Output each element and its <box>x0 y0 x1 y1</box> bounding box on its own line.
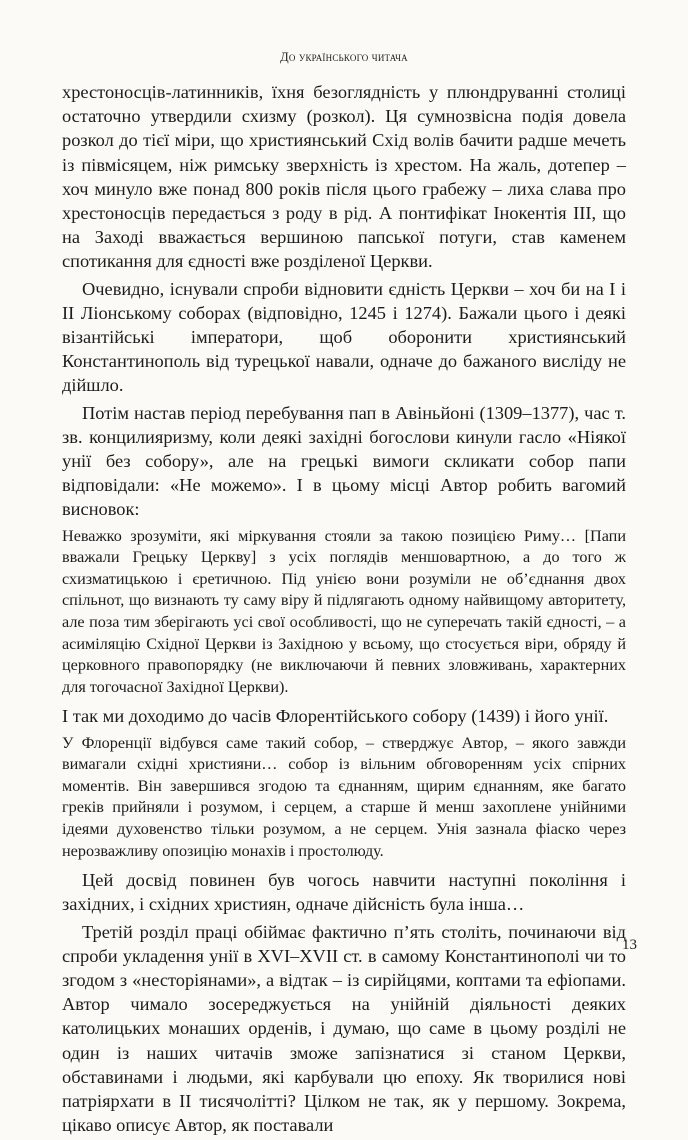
paragraph-lyon-councils: Очевидно, існували спроби відновити єдність Церкви – хоч би на I і II Ліонському соборах (відповідно, 1245 і 1274). Бажали цього і деякі візантійські імператори, щоб оборонити християнський Константинополь від турецької навали, одначе до бажаного висліду не дійшло. <box>62 278 626 396</box>
block-quote-florence: У Флоренції відбувся саме такий собор, – стверджує Автор, – якого завжди вимагали східні християни… собор із вільним обговоренням усіх спірних моментів. Він завершився згодою та єднанням, щирим єднанням, яке багато греків прийняли і розумом, і серцем, а старше й менш захоплене унійними ідеями духовенство тільки розумом, а не серцем. Унія зазнала фіаско через нерозважливу опозицію монахів і простолюду. <box>62 733 626 860</box>
paragraph-avignon: Потім настав період перебування пап в Авіньйоні (1309–1377), час т. зв. концилияризму, коли деякі західні богослови кинули гасло «Ніякої унії без собору», але на грецькі вимоги скликати собор папи відповідали: «Не можемо». І в цьому місці Автор робить вагомий висновок: <box>62 402 626 520</box>
running-head: До українського читача <box>280 50 408 64</box>
body-text <box>62 80 626 1140</box>
paragraph-florence-intro: І так ми доходимо до часів Флорентійського собору (1439) і його унії. <box>62 706 609 727</box>
paragraph-experience: Цей досвід повинен був чогось навчити наступні покоління і західних, і східних християн, одначе дійсність була інша… <box>62 870 626 915</box>
paragraph-continuation: хрестоносців-латинників, їхня безоглядність у плюндруванні столиці остаточно утвердили схизму (розкол). Ця сумнозвісна подія довела розкол до тієї міри, що християнський Схід волів бачити радше мечеть із півмісяцем, ніж римську зверхність із хрестом. На жаль, дотепер – хоч минуло вже понад 800 років після цього грабежу – лиха слава про хрестоносців передається з роду в рід. А понтифікат Інокентія III, що на Заході вважається вершиною папської потуги, став каменем спотикання для єдності вже розділеної Церкви. <box>62 82 626 272</box>
block-quote-union: Неважко зрозуміти, які міркування стояли за такою позицією Риму… [Папи вважали Грецьку Церкву] з усіх поглядів меншовартною, а до того ж схизматицькою і єретичною. Під унією вони розуміли не об’єднання двох спільнот, що визнають ту саму віру й підлягають одному найвищому авторитету, але поза тим зберігають усі свої особливості, що не суперечать такій єдності, – а асиміляцію Східної Церкви із Західною у всьому, що стосується віри, обряду й церковного правопорядку (не виключаючи й певних зловживань, характерних для тогочасної Західної Церкви). <box>62 526 626 696</box>
page-number: 13 <box>622 937 637 953</box>
paragraph-third-chapter: Третій розділ праці обіймає фактично п’ять століть, починаючи від спроби укладення унії в XVI–XVII ст. в самому Константинополі чи то згодом з «несторіянами», а відтак – із сирійцями, коптами та ефіопами. Автор чимало зосереджується на унійній діяльності деяких католицьких монаших орденів, і думаю, що саме в цьому розділі не один із наших читачів зможе запізнатися зі станом Церкви, обставинами і людьми, які карбували цю епоху. Як творилися нові патріярхати в II тисячолітті? Цілком не так, як у першому. Зокрема, цікаво описує Автор, як поставали <box>62 921 626 1136</box>
